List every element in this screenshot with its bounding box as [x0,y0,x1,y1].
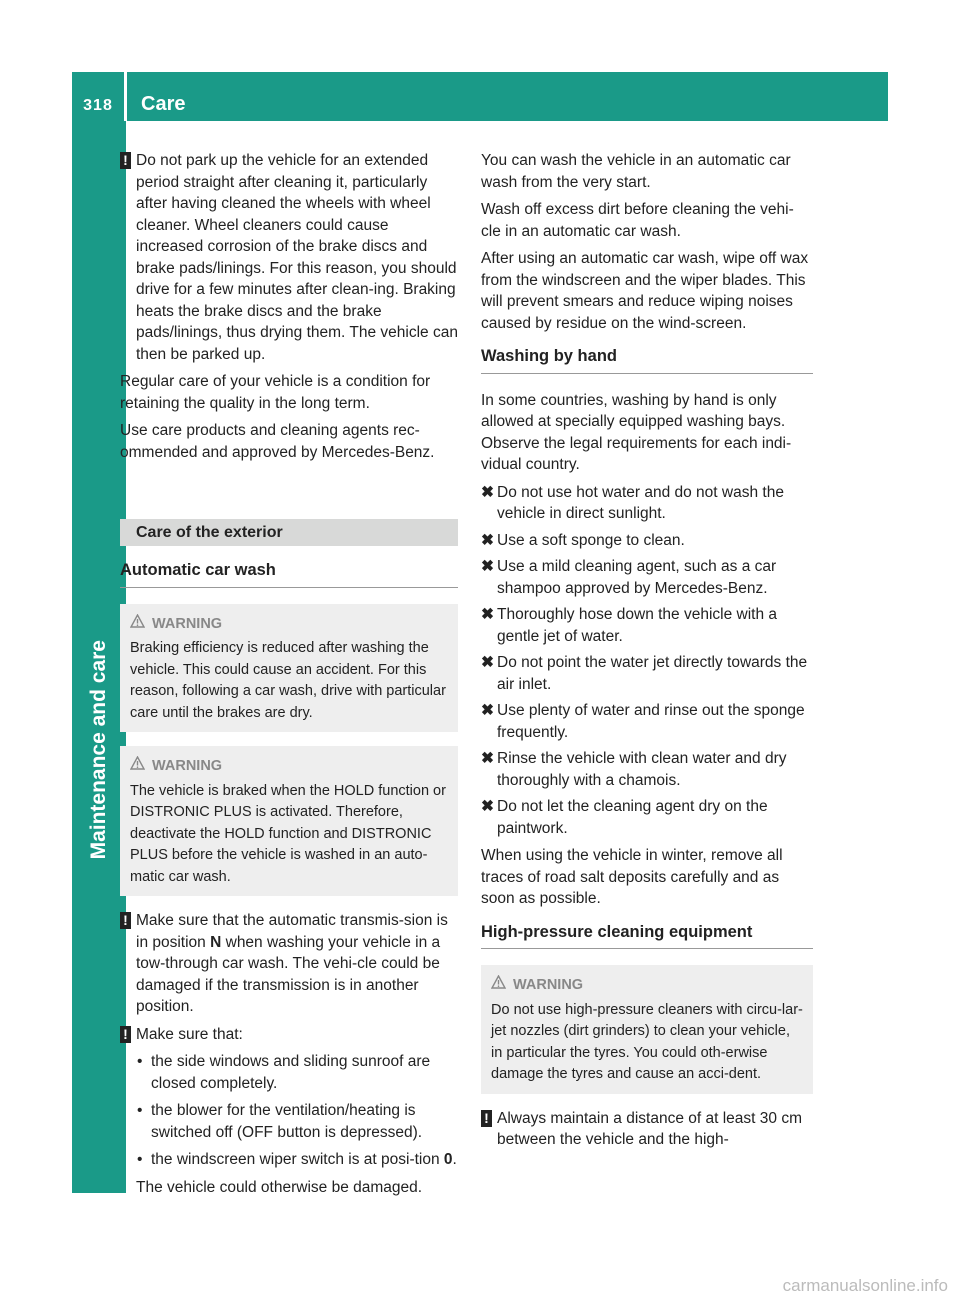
side-block [72,1141,126,1193]
note-icon: ! [120,1026,131,1043]
para-wipe-wax: After using an automatic car wash, wipe off wax from the windscreen and the wiper blades. This will prevent smears and reduce wiping noises caused by residue on the wind-screen. [481,250,809,332]
step-item: ✖︎ Use a mild cleaning agent, such as a car shampoo approved by Mercedes-Benz. [481,558,777,597]
heading-high-pressure: High-pressure cleaning equipment [481,922,813,950]
warning-header: WARNING [491,975,805,997]
warning-box-high-pressure [481,965,813,1094]
warning-box-hold [120,746,458,896]
warning-text: The vehicle is braked when the HOLD function or DISTRONIC PLUS is activated. Therefore, deactivate the HOLD function and DISTRONIC PLUS before the vehicle is washed in an auto-matic car wash. [130,782,446,885]
para-excess-dirt: Wash off excess dirt before cleaning the vehi-cle in an automatic car wash. [481,201,794,240]
subhead-care-exterior: Care of the exterior [120,519,458,546]
note-make-sure: ! Make sure that: [120,1024,458,1046]
warning-text: Do not use high-pressure cleaners with circu-lar-jet nozzles (dirt grinders) to clean your vehicle, in particular the tyres. You could oth-erwise damage the tyres and cause an acci-dent. [491,1001,803,1082]
note-icon: ! [120,912,131,929]
arrow-step-icon: ✖︎ [481,558,494,575]
left-column [120,150,458,1204]
header-bar [72,72,888,121]
right-column [481,150,813,1157]
page-number: 318 [83,97,113,114]
step-item: ✖︎ Do not use hot water and do not wash the vehicle in direct sunlight. [481,483,784,522]
step-item: ✖︎ Do not let the cleaning agent dry on the paintwork. [481,798,768,837]
note-icon: ! [120,152,131,169]
warning-header: WARNING [130,756,450,778]
para-wash-start: You can wash the vehicle in an automatic car wash from the very start. [481,152,791,191]
arrow-step-icon: ✖︎ [481,750,494,767]
heading-automatic-car-wash: Automatic car wash [120,560,458,588]
para-regular-care: Regular care of your vehicle is a condition for retaining the quality in the long term. [120,373,431,412]
step-item: ✖︎ Do not point the water jet directly towards the air inlet. [481,654,808,693]
warning-triangle-icon [130,614,152,636]
arrow-step-icon: ✖︎ [481,531,494,549]
bullet-dot: • [137,1151,143,1168]
warning-header: WARNING [130,614,450,636]
warning-triangle-icon [491,975,513,997]
arrow-step-icon: ✖︎ [481,702,494,719]
side-tab [72,121,126,1141]
arrow-step-icon: ✖︎ [481,606,494,623]
note-icon: ! [481,1110,492,1127]
bullet-item: • the blower for the ventilation/heating is switched off (OFF button is depressed). [137,1102,423,1141]
note-damaged: The vehicle could otherwise be damaged. [136,1178,423,1196]
note-park: ! Do not park up the vehicle for an extended period straight after cleaning it, particularly after having cleaned the wheels with wheel cleaner. Wheel cleaners could cause increased corrosion of the brake discs and brake pads/linings. For this reason, you should drive for a few minutes after clean-ing. Braking heats the brake discs and the brake pads/linings, thus drying them. The vehicle can then be parked up. [120,150,458,365]
para-care-products: Use care products and cleaning agents rec-ommended and approved by Mercedes-Benz. [120,422,435,461]
note-transmission: ! Make sure that the automatic transmis-sion is in position N when washing your vehicle in a tow-through car wash. The vehi-cle could be damaged if the transmission is in another position. [120,910,458,1018]
bullet-list [136,1051,458,1171]
arrow-step-icon: ✖︎ [481,483,494,501]
note-distance: ! Always maintain a distance of at least 30 cm between the vehicle and the high- [481,1108,813,1151]
heading-washing-by-hand: Washing by hand [481,346,813,374]
step-list [481,482,813,840]
step-item: ✖︎ Use a soft sponge to clean. [481,530,813,552]
warning-text: Braking efficiency is reduced after washing the vehicle. This could cause an accident. For this reason, following a car wash, drive with particular care until the brakes are dry. [130,640,446,721]
section-title: Care [141,93,186,115]
warning-box-braking [120,604,458,733]
bullet-item: • the side windows and sliding sunroof are closed completely. [137,1053,431,1092]
watermark: carmanualsonline.info [782,1276,948,1295]
arrow-step-icon: ✖︎ [481,798,494,815]
step-item: ✖︎ Thoroughly hose down the vehicle with a gentle jet of water. [481,606,778,645]
side-tab-label: Maintenance and care [87,640,110,860]
bullet-dot: • [137,1053,143,1070]
bullet-item: • the windscreen wiper switch is at posi-tion 0. [136,1149,458,1171]
arrow-step-icon: ✖︎ [481,654,494,671]
para-winter: When using the vehicle in winter, remove all traces of road salt deposits carefully and as soon as possible. [481,847,783,907]
bullet-dot: • [137,1102,143,1119]
step-item: ✖︎ Rinse the vehicle with clean water and dry thoroughly with a chamois. [481,750,787,789]
warning-triangle-icon [130,756,152,778]
step-item: ✖︎ Use plenty of water and rinse out the sponge frequently. [481,702,805,741]
para-countries: In some countries, washing by hand is only allowed at specially equipped washing bays. Observe the legal requirements for each indi-vidual country. [481,391,792,473]
header-divider [124,72,127,121]
